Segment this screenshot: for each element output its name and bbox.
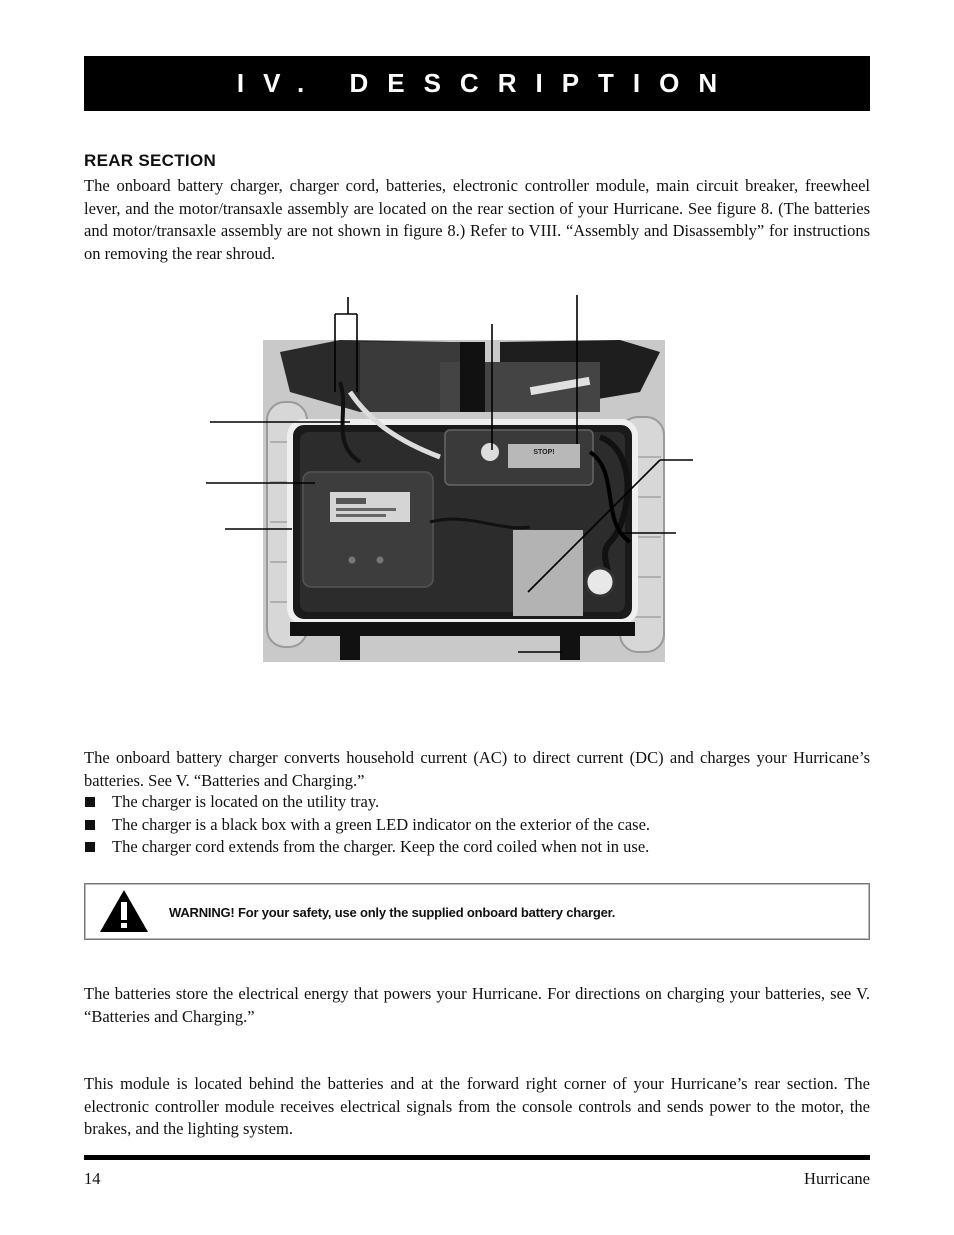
list-item: [84, 814, 870, 837]
bullet-text: The charger cord extends from the charger. Keep the cord coiled when not in use.: [112, 837, 650, 856]
batteries-paragraph: The batteries store the electrical energy that powers your Hurricane. For directions on charging your batteries, see V. “Batteries and Charging.”: [84, 984, 870, 1026]
list-item: [84, 836, 870, 859]
rear-section-photo: [263, 340, 665, 662]
footer-rule: [84, 1155, 870, 1160]
footer-product-name: Hurricane: [804, 1169, 870, 1188]
warning-text: WARNING! For your safety, use only the supplied onboard battery charger.: [169, 905, 616, 920]
bullet-square-icon: [85, 842, 95, 852]
page-number: 14: [84, 1169, 101, 1188]
charger-paragraph: The onboard battery charger converts household current (AC) to direct current (DC) and charges your Hurricane’s batteries. See V. “Batteries and Charging.”: [84, 748, 870, 790]
bullet-text: The charger is a black box with a green LED indicator on the exterior of the case.: [112, 814, 651, 834]
bullet-square-icon: [85, 797, 95, 807]
controller-sticker-text: STOP!: [533, 449, 555, 456]
bullet-square-icon: [85, 820, 95, 830]
controller-module-paragraph: This module is located behind the batteries and at the forward right corner of your Hurricane’s rear section. The electronic controller module receives electrical signals from the console controls and sends power to the motor, the brakes, and the lighting system.: [84, 1074, 870, 1138]
charger-bullet-list: [84, 791, 870, 859]
section-banner: [84, 56, 870, 111]
bullet-text: The charger is located on the utility tray.: [112, 792, 380, 811]
list-item: [84, 791, 870, 814]
section-title: IV. DESCRIPTION: [236, 68, 737, 98]
section-heading: REAR SECTION: [84, 151, 217, 170]
warning-triangle-icon: [99, 889, 149, 933]
warning-box: [84, 883, 870, 940]
figure-rear-section-photo: [200, 292, 700, 664]
intro-paragraph: The onboard battery charger, charger cord, batteries, electronic controller module, main circuit breaker, freewheel lever, and the motor/transaxle assembly are located on the rear section of your Hurricane. See figure 8. (The batteries and motor/transaxle assembly are not shown in figure 8.) Refer to VIII. “Assembly and Disassembly” for instructions on removing the rear shroud.: [84, 176, 870, 263]
